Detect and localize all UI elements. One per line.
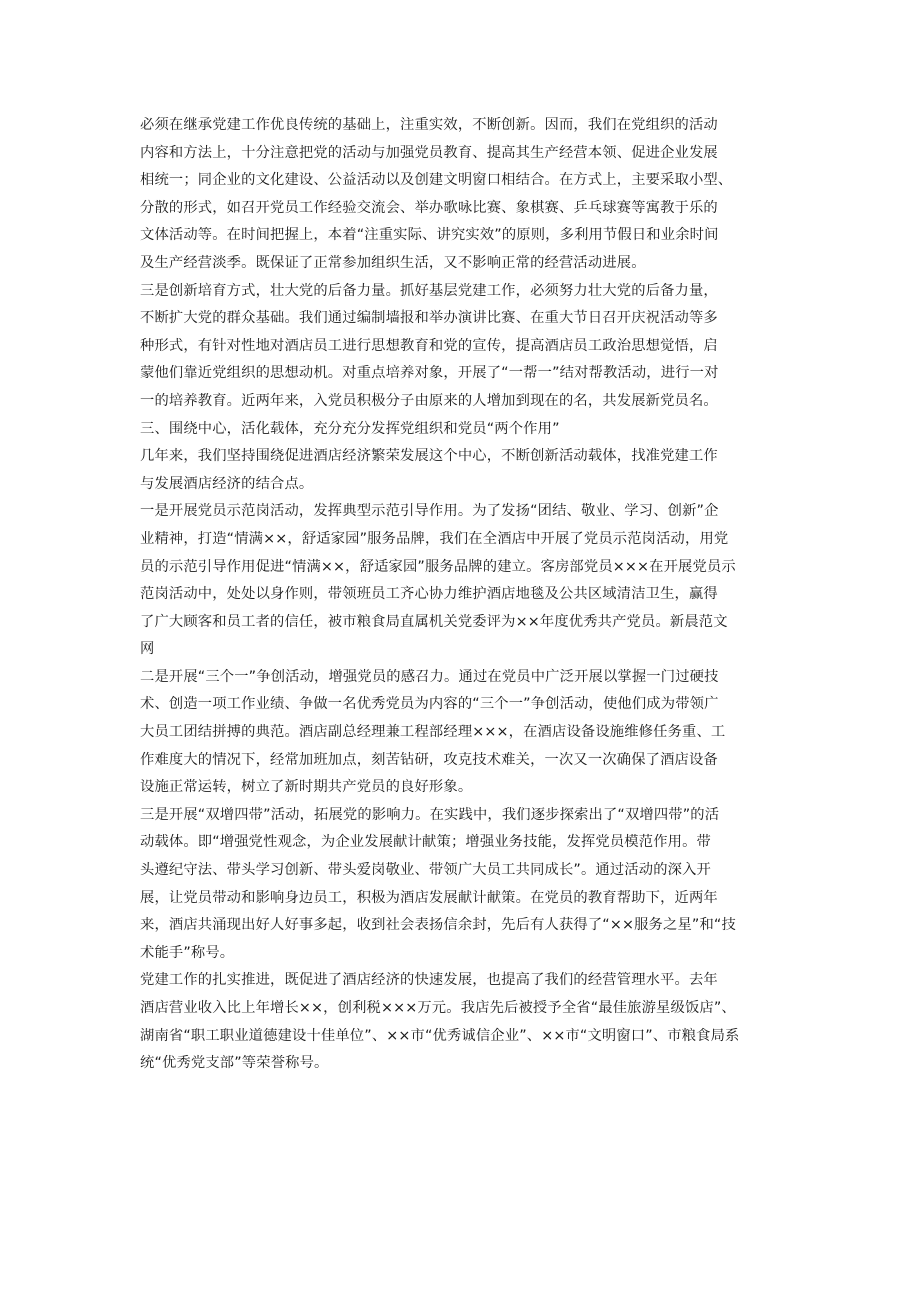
text-line: 文体活动等。在时间把握上，本着“注重实际、讲究实效”的原则，多利用节假日和业余时间 [140, 227, 719, 244]
text-line: 党建工作的扎实推进，既促进了酒店经济的快速发展，也提高了我们的经营管理水平。去年 [140, 972, 718, 989]
text-line: 必须在继承党建工作优良传统的基础上，注重实效，不断创新。因而，我们在党组织的活动 [140, 117, 718, 133]
text-line: 几年来，我们坚持围绕促进酒店经济繁荣发展这个中心，不断创新活动载体，找准党建工作 [140, 448, 718, 465]
text-line: 动载体。即“增强党性观念，为企业发展献计献策；增强业务技能，发挥党员模范作用。带 [140, 834, 711, 851]
text-line: 展，让党员带动和影响身边员工，积极为酒店发展献计献策。在党员的教育帮助下，近两年 [140, 889, 718, 906]
text-line: 及生产经营淡季。既保证了正常参加组织生活，又不影响正常的经营活动进展。 [140, 254, 646, 271]
text-line: 统“优秀党支部”等荣誉称号。 [140, 1055, 329, 1072]
text-line: 大员工团结拼搏的典范。酒店副总经理兼工程部经理×××，在酒店设备设施维修任务重、工 [140, 724, 726, 741]
text-line: 术能手”称号。 [140, 944, 235, 961]
text-line: 内容和方法上，十分注意把党的活动与加强党员教育、提高其生产经营本领、促进企业发展 [140, 144, 718, 161]
text-line: 酒店营业收入比上年增长××，创利税×××万元。我店先后被授予全省“最佳旅游星级饭店”、 [140, 1000, 736, 1016]
text-line: 一是开展党员示范岗活动，发挥典型示范引导作用。为了发扬“团结、敬业、学习、创新”企 [140, 503, 719, 520]
text-line: 不断扩大党的群众基础。我们通过编制墙报和举办演讲比赛、在重大节日召开庆祝活动等多 [140, 310, 718, 327]
section-heading: 三、围绕中心，活化载体，充分充分发挥党组织和党员“两个作用” [140, 420, 560, 437]
document-body [140, 112, 800, 1078]
text-line: 相统一；同企业的文化建设、公益活动以及创建文明窗口相结合。在方式上，主要采取小型、 [140, 172, 733, 189]
text-line: 湖南省“职工职业道德建设十佳单位”、××市“优秀诚信企业”、××市“文明窗口”、市粮食局系 [140, 1027, 740, 1044]
text-line: 设施正常运转，树立了新时期共产党员的良好形象。 [140, 779, 473, 796]
text-line: 一的培养教育。近两年来，入党员积极分子由原来的人增加到现在的名，共发展新党员名。 [140, 392, 718, 409]
text-line: 来，酒店共涌现出好人好事多起，收到社会表扬信余封，先后有人获得了“××服务之星”和“技 [140, 917, 736, 934]
text-line: 网 [140, 641, 155, 658]
text-line: 作难度大的情况下，经常加班加点，刻苦钻研，攻克技术难关，一次又一次确保了酒店设备 [140, 751, 718, 768]
text-line: 术、创造一项工作业绩、争做一名优秀党员为内容的“三个一”争创活动，使他们成为带领广 [140, 696, 719, 713]
text-line: 与发展酒店经济的结合点。 [140, 475, 314, 492]
text-line: 业精神，打造“情满××，舒适家园”服务品牌，我们在全酒店中开展了党员示范岗活动，用党 [140, 530, 729, 547]
text-line: 员的示范引导作用促进“情满××，舒适家园”服务品牌的建立。客房部党员×××在开展党员示 [140, 558, 736, 575]
text-line: 三是创新培育方式，壮大党的后备力量。抓好基层党建工作，必须努力壮大党的后备力量， [140, 282, 718, 299]
text-line: 蒙他们靠近党组织的思想动机。对重点培养对象，开展了“一帮一”结对帮教活动，进行一对 [140, 365, 719, 382]
text-line: 种形式，有针对性地对酒店员工进行思想教育和党的宣传，提高酒店员工政治思想觉悟，启 [140, 337, 718, 354]
text-line: 头遵纪守法、带头学习创新、带头爱岗敬业、带领广大员工共同成长”。通过活动的深入开 [140, 862, 711, 879]
text-line: 二是开展“三个一”争创活动，增强党员的感召力。通过在党员中广泛开展以掌握一门过硬技 [140, 668, 719, 685]
text-line: 了广大顾客和员工者的信任，被市粮食局直属机关党委评为××年度优秀共产党员。新晨范文 [140, 613, 728, 630]
text-line: 分散的形式，如召开党员工作经验交流会、举办歌咏比赛、象棋赛、乒乓球赛等寓教于乐的 [140, 199, 718, 216]
text-line: 范岗活动中，处处以身作则，带领班员工齐心协力维护酒店地毯及公共区域清洁卫生，赢得 [140, 586, 718, 603]
text-line: 三是开展“双增四带”活动，拓展党的影响力。在实践中，我们逐步探索出了“双增四带”的活 [140, 806, 720, 823]
